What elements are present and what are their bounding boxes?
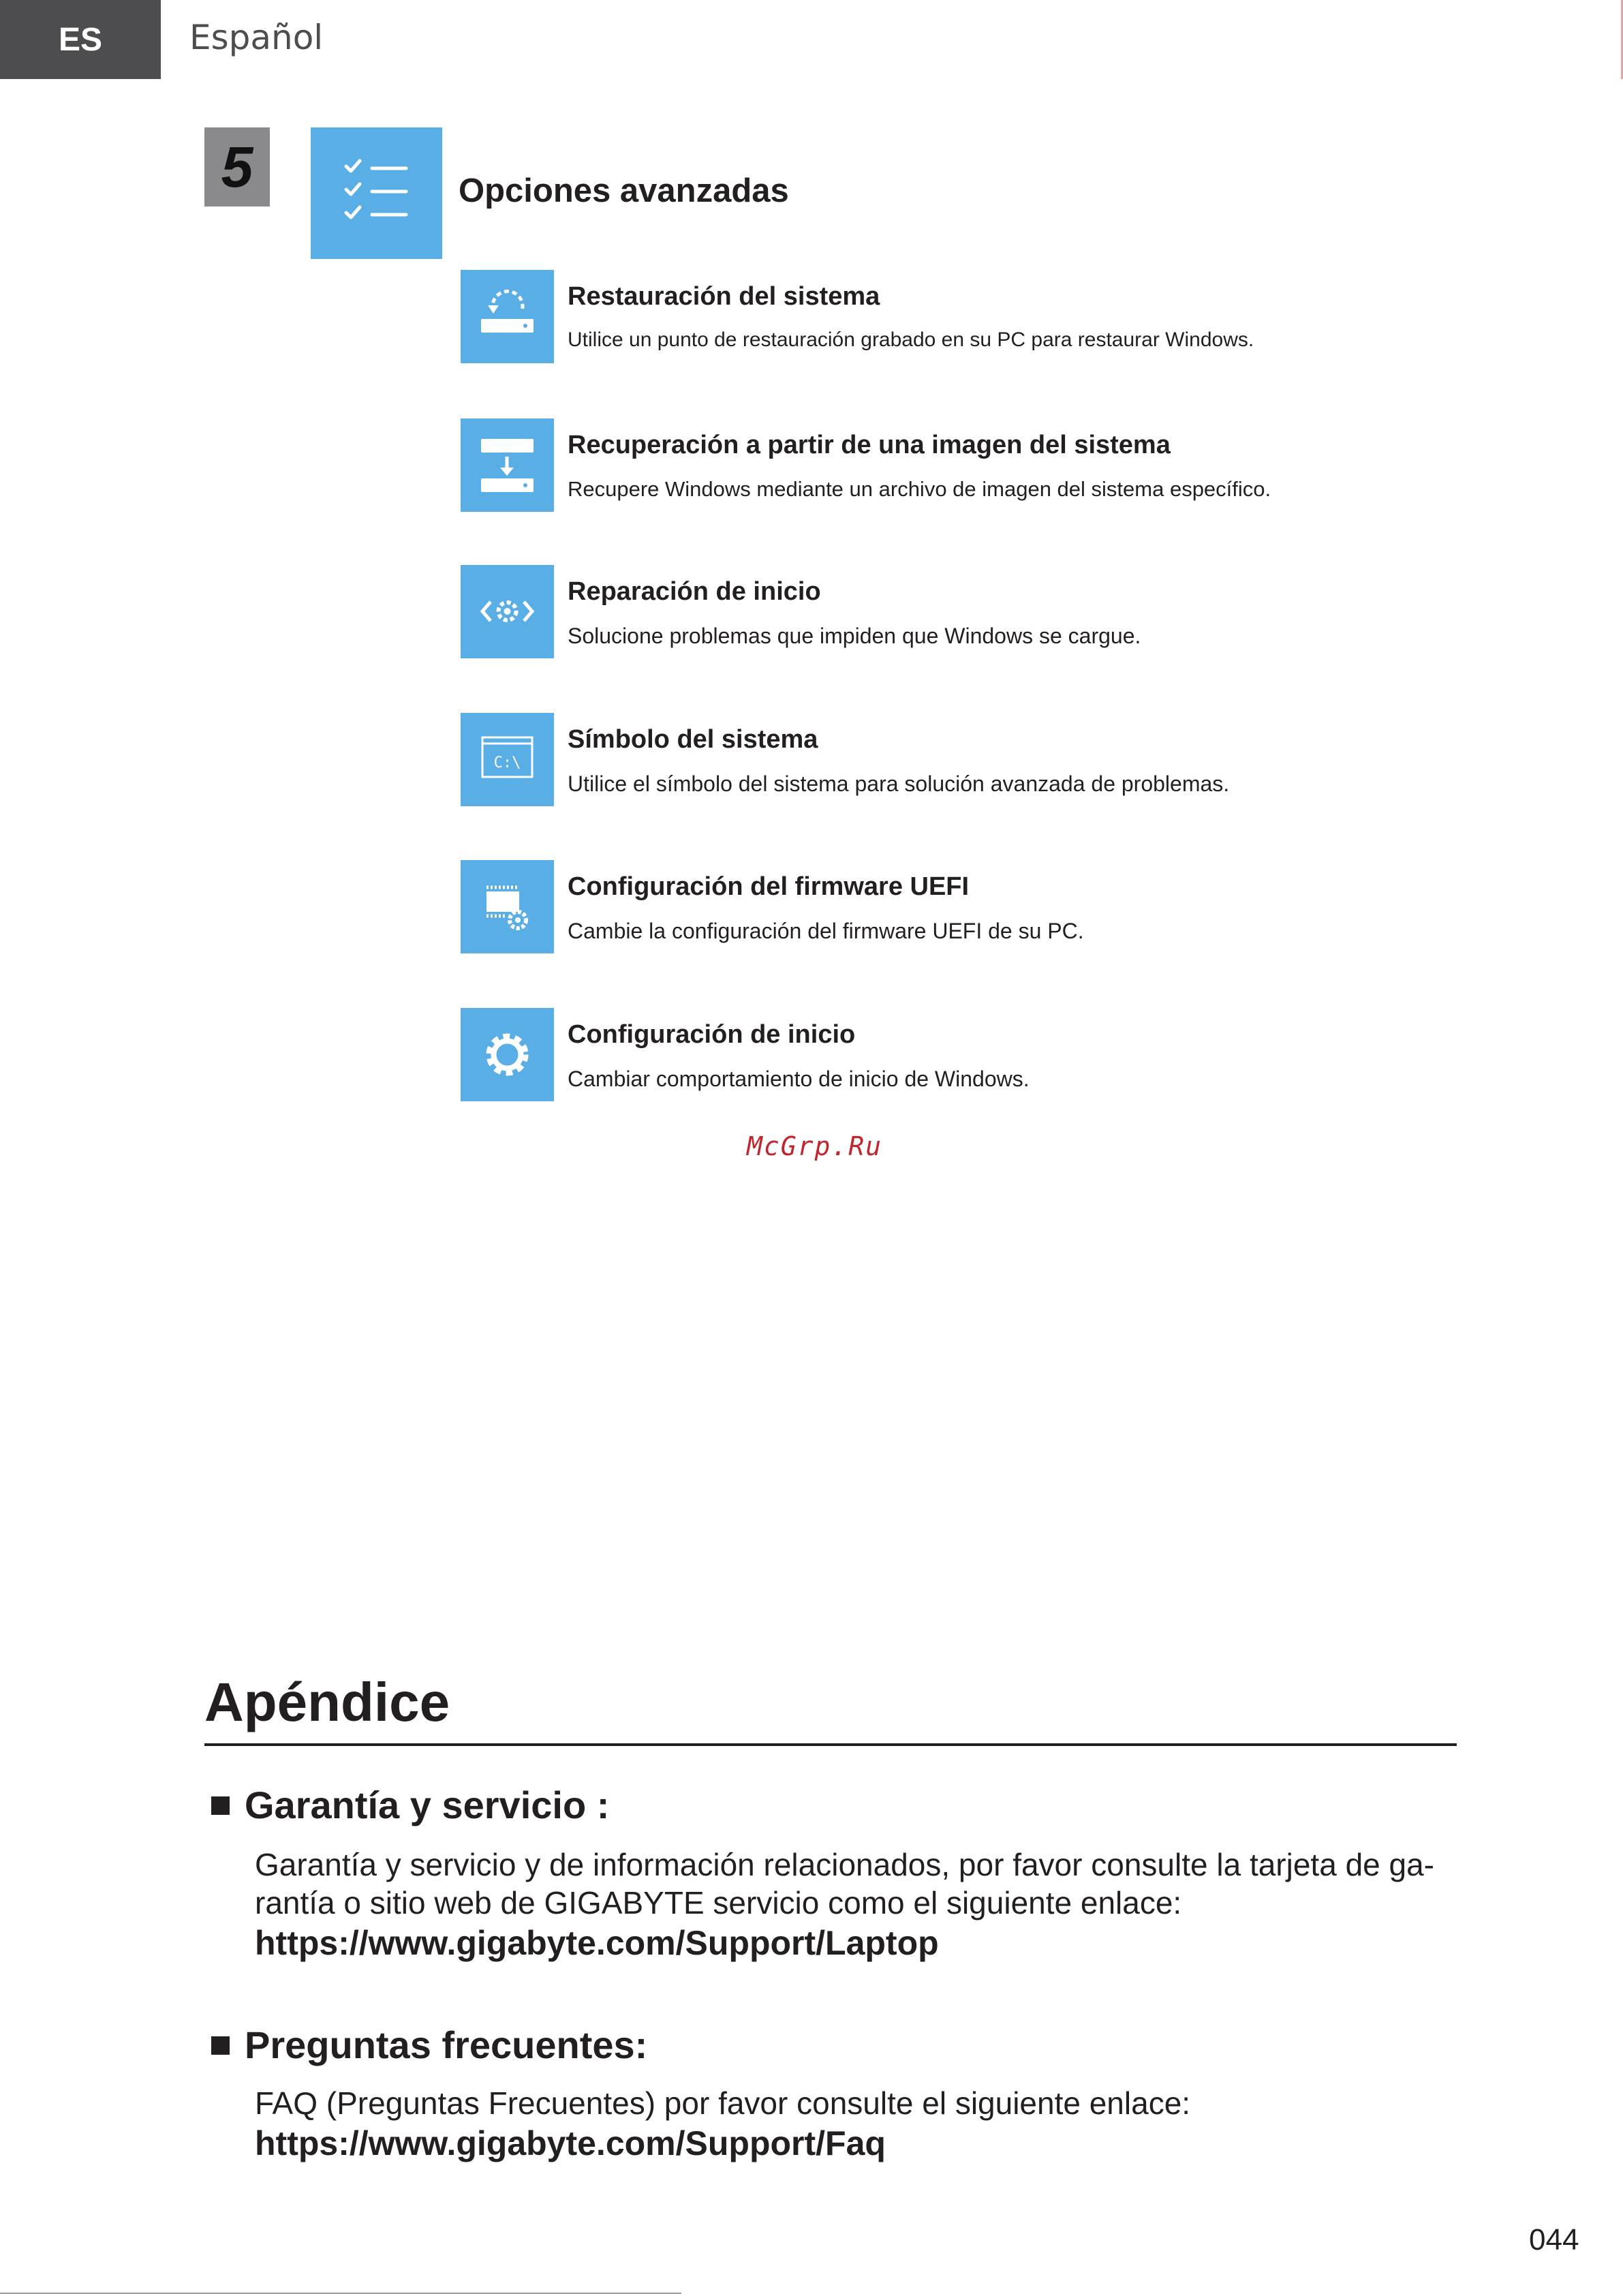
system-restore-icon bbox=[461, 270, 554, 363]
option-description: Recupere Windows mediante un archivo de imagen del sistema específico. bbox=[568, 477, 1271, 501]
system-image-recovery-icon bbox=[461, 418, 554, 512]
option-title: Reparación de inicio bbox=[568, 577, 821, 606]
option-title: Configuración de inicio bbox=[568, 1020, 856, 1049]
step-title: Opciones avanzadas bbox=[459, 172, 789, 209]
square-bullet-icon bbox=[211, 2036, 230, 2055]
checklist-icon bbox=[311, 127, 442, 259]
option-command-prompt[interactable] bbox=[461, 713, 1619, 806]
option-title: Recuperación a partir de una imagen del sistema bbox=[568, 431, 1171, 459]
watermark: McGrp.Ru bbox=[747, 1131, 883, 1161]
option-startup-settings[interactable] bbox=[461, 1008, 1619, 1101]
option-system-restore[interactable] bbox=[461, 270, 1619, 363]
option-description: Cambie la configuración del firmware UEFI de su PC. bbox=[568, 919, 1084, 943]
square-bullet-icon bbox=[211, 1796, 230, 1815]
startup-settings-icon bbox=[461, 1008, 554, 1101]
option-title: Configuración del firmware UEFI bbox=[568, 872, 970, 901]
warranty-link[interactable]: https://www.gigabyte.com/Support/Laptop bbox=[255, 1924, 939, 1962]
appendix-divider bbox=[204, 1743, 1457, 1746]
faq-heading-text: Preguntas frecuentes: bbox=[245, 2023, 648, 2066]
bottom-rule bbox=[0, 2293, 681, 2294]
faq-line-1: FAQ (Preguntas Frecuentes) por favor consulte el siguiente enlace: bbox=[255, 2085, 1191, 2121]
startup-repair-icon bbox=[461, 565, 554, 658]
step-number-badge: 5 bbox=[204, 127, 270, 206]
page-number: 044 bbox=[1529, 2223, 1579, 2256]
option-uefi-firmware[interactable] bbox=[461, 860, 1619, 953]
faq-link[interactable]: https://www.gigabyte.com/Support/Faq bbox=[255, 2124, 886, 2162]
command-prompt-glyph: C:\ bbox=[493, 754, 521, 771]
option-description: Solucione problemas que impiden que Windows se cargue. bbox=[568, 624, 1141, 648]
option-description: Utilice un punto de restauración grabado en su PC para restaurar Windows. bbox=[568, 328, 1254, 351]
faq-heading bbox=[211, 2023, 647, 2067]
option-title: Símbolo del sistema bbox=[568, 725, 818, 754]
language-tab: ES bbox=[0, 0, 161, 79]
language-name: Español bbox=[189, 18, 324, 57]
option-description: Utilice el símbolo del sistema para solución avanzada de problemas. bbox=[568, 771, 1230, 796]
faq-paragraph bbox=[255, 2084, 1454, 2122]
warranty-heading bbox=[211, 1783, 609, 1827]
uefi-firmware-icon bbox=[461, 860, 554, 953]
warranty-line-2: rantía o sitio web de GIGABYTE servicio como el siguiente enlace: bbox=[255, 1885, 1182, 1920]
warranty-line-1: Garantía y servicio y de información relacionados, por favor consulte la tarjeta de ga- bbox=[255, 1847, 1434, 1882]
command-prompt-icon bbox=[461, 713, 554, 806]
option-title: Restauración del sistema bbox=[568, 282, 880, 311]
appendix-title: Apéndice bbox=[204, 1672, 450, 1732]
option-system-image-recovery[interactable] bbox=[461, 418, 1619, 512]
option-description: Cambiar comportamiento de inicio de Windows. bbox=[568, 1067, 1030, 1091]
option-startup-repair[interactable] bbox=[461, 565, 1619, 658]
warranty-paragraph bbox=[255, 1846, 1454, 1922]
warranty-heading-text: Garantía y servicio : bbox=[245, 1784, 610, 1826]
